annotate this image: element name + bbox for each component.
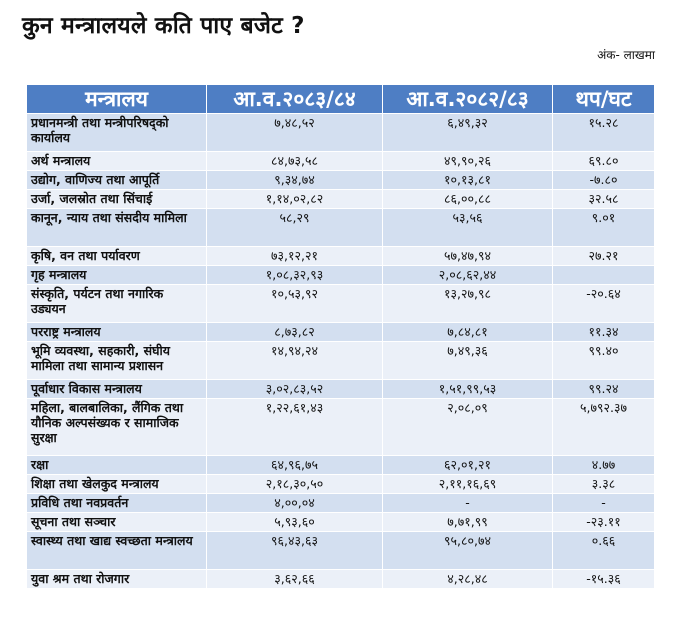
table-row — [27, 475, 655, 494]
change-value: -१५.३६ — [553, 570, 655, 589]
budget-2082-83: २,०८,६२,४४ — [383, 266, 553, 285]
budget-2083-84: ५८,२९ — [207, 209, 383, 247]
change-value: ३.३८ — [553, 475, 655, 494]
ministry-name: महिला, बालबालिका, लैंगिक तथा यौनिक अल्पसंख्यक र सामाजिक सुरक्षा — [27, 399, 207, 456]
change-value — [553, 266, 655, 285]
change-value: ११.३४ — [553, 323, 655, 342]
budget-2082-83: ५३,५६ — [383, 209, 553, 247]
ministry-name: उर्जा, जलस्रोत तथा सिंचाई — [27, 190, 207, 209]
change-value: ४.७७ — [553, 456, 655, 475]
table-row — [27, 209, 655, 247]
change-value: - — [553, 494, 655, 513]
change-value: -२०.६४ — [553, 285, 655, 323]
table-row — [27, 190, 655, 209]
budget-2082-83: ७,७१,९९ — [383, 513, 553, 532]
budget-2082-83: ७,८४,८१ — [383, 323, 553, 342]
table-header-row — [27, 85, 655, 114]
budget-2082-83: २,११,१६,६९ — [383, 475, 553, 494]
change-value: -७.८० — [553, 171, 655, 190]
table-row — [27, 494, 655, 513]
budget-table — [26, 84, 655, 589]
budget-2083-84: ६४,९६,७५ — [207, 456, 383, 475]
budget-2083-84: ७३,१२,२१ — [207, 247, 383, 266]
ministry-name: युवा श्रम तथा रोजगार — [27, 570, 207, 589]
table-row — [27, 456, 655, 475]
table-row — [27, 342, 655, 380]
table-row — [27, 171, 655, 190]
budget-2083-84: ७,४८,५२ — [207, 114, 383, 152]
budget-2083-84: १४,९४,२४ — [207, 342, 383, 380]
unit-note: अंक- लाखमा — [597, 48, 655, 62]
table-row — [27, 285, 655, 323]
ministry-name: परराष्ट्र मन्त्रालय — [27, 323, 207, 342]
ministry-name: प्रधानमन्त्री तथा मन्त्रीपरिषद्को कार्यालय — [27, 114, 207, 152]
table-row — [27, 323, 655, 342]
budget-2082-83: ९५,८०,७४ — [383, 532, 553, 570]
header-fy-2082-83: आ.व.२०८२/८३ — [383, 85, 553, 114]
budget-2083-84: १,१४,०२,८२ — [207, 190, 383, 209]
ministry-name: रक्षा — [27, 456, 207, 475]
ministry-name: संस्कृति, पर्यटन तथा नगारिक उड्ययन — [27, 285, 207, 323]
budget-2083-84: ९६,४३,६३ — [207, 532, 383, 570]
budget-2082-83: १,५१,९९,५३ — [383, 380, 553, 399]
budget-2083-84: ४,००,०४ — [207, 494, 383, 513]
budget-2083-84: ३,६२,६६ — [207, 570, 383, 589]
budget-2083-84: ८४,७३,५८ — [207, 152, 383, 171]
budget-2082-83: १३,२७,९८ — [383, 285, 553, 323]
budget-2083-84: ५,९३,६० — [207, 513, 383, 532]
budget-2082-83: ४,२८,४८ — [383, 570, 553, 589]
budget-2082-83: ६२,०१,२१ — [383, 456, 553, 475]
budget-2082-83: ८६,००,८८ — [383, 190, 553, 209]
budget-2083-84: ९,३४,७४ — [207, 171, 383, 190]
budget-2083-84: १,२२,६१,४३ — [207, 399, 383, 456]
change-value: -२३.११ — [553, 513, 655, 532]
table-row — [27, 513, 655, 532]
budget-2083-84: ३,०२,८३,५२ — [207, 380, 383, 399]
ministry-name: प्रविधि तथा नवप्रवर्तन — [27, 494, 207, 513]
change-value: ९९.२४ — [553, 380, 655, 399]
header-fy-2083-84: आ.व.२०८३/८४ — [207, 85, 383, 114]
table-row — [27, 152, 655, 171]
change-value: ९९.४० — [553, 342, 655, 380]
budget-2082-83: ५७,४७,९४ — [383, 247, 553, 266]
page-title: कुन मन्त्रालयले कति पाए बजेट ? — [22, 13, 305, 39]
ministry-name: कानून, न्याय तथा संसदीय मामिला — [27, 209, 207, 247]
ministry-name: गृह मन्त्रालय — [27, 266, 207, 285]
header-ministry: मन्त्रालय — [27, 85, 207, 114]
change-value: २७.२१ — [553, 247, 655, 266]
budget-2083-84: ८,७३,८२ — [207, 323, 383, 342]
budget-2082-83: ४९,९०,२६ — [383, 152, 553, 171]
budget-2083-84: २,१८,३०,५० — [207, 475, 383, 494]
budget-2082-83: २,०८,०९ — [383, 399, 553, 456]
table-row — [27, 399, 655, 456]
budget-2083-84: १०,५३,९२ — [207, 285, 383, 323]
ministry-name: अर्थ मन्त्रालय — [27, 152, 207, 171]
table-row — [27, 266, 655, 285]
budget-2082-83: ७,४९,३६ — [383, 342, 553, 380]
header-change: थप/घट — [553, 85, 655, 114]
ministry-name: कृषि, वन तथा पर्यावरण — [27, 247, 207, 266]
table-row — [27, 570, 655, 589]
change-value: ३२.५८ — [553, 190, 655, 209]
budget-2082-83: ६,४९,३२ — [383, 114, 553, 152]
change-value: १५.२८ — [553, 114, 655, 152]
ministry-name: उद्योग, वाणिज्य तथा आपूर्ति — [27, 171, 207, 190]
ministry-name: भूमि व्यवस्था, सहकारी, संघीय मामिला तथा सामान्य प्रशासन — [27, 342, 207, 380]
budget-2083-84: १,०८,३२,९३ — [207, 266, 383, 285]
change-value: ९.०१ — [553, 209, 655, 247]
change-value: ५,७९२.३७ — [553, 399, 655, 456]
budget-2082-83: - — [383, 494, 553, 513]
budget-2082-83: १०,१३,८१ — [383, 171, 553, 190]
table-row — [27, 380, 655, 399]
ministry-name: सूचना तथा सञ्चार — [27, 513, 207, 532]
change-value: ०.६६ — [553, 532, 655, 570]
ministry-name: शिक्षा तथा खेलकुद मन्त्रालय — [27, 475, 207, 494]
ministry-name: स्वास्थ्य तथा खाद्य स्वच्छता मन्त्रालय — [27, 532, 207, 570]
ministry-name: पूर्वाधार विकास मन्त्रालय — [27, 380, 207, 399]
change-value: ६९.८० — [553, 152, 655, 171]
table-row — [27, 532, 655, 570]
table-row — [27, 247, 655, 266]
table-row — [27, 114, 655, 152]
